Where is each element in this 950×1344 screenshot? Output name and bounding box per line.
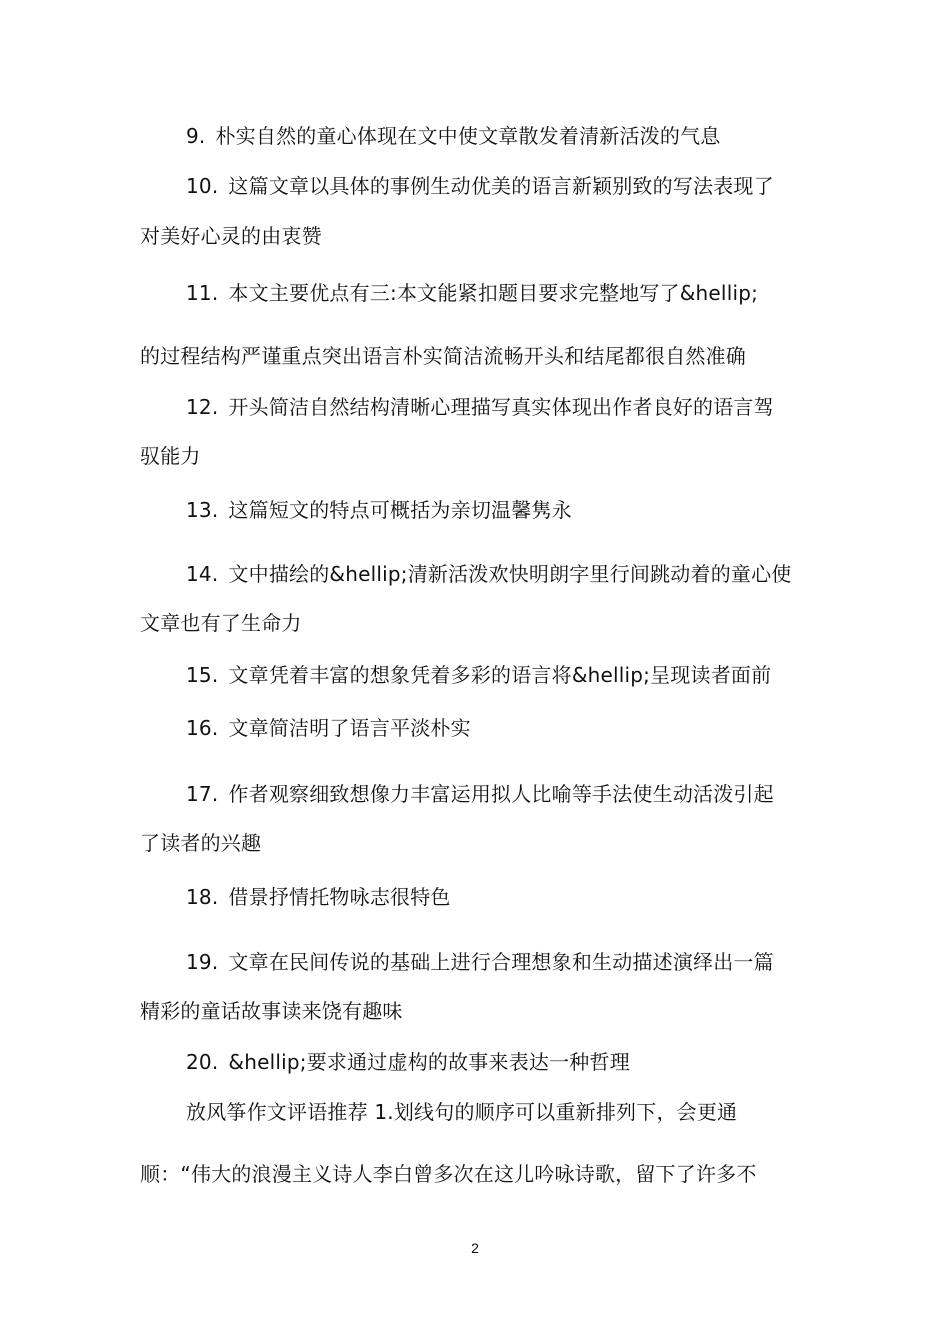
comment-item-13 (186, 496, 572, 524)
comment-item-14 (186, 560, 792, 588)
item-number: 20. (186, 1050, 219, 1074)
item-text: 借景抒情托物咏志很特色 (228, 885, 451, 909)
item-text: 开头简洁自然结构清晰心理描写真实体现出作者良好的语言驾 (228, 395, 774, 419)
comment-item-15 (186, 661, 771, 689)
item-number: 18. (186, 885, 219, 909)
comment-item-11 (186, 279, 758, 307)
comment-item-14-continuation: 文章也有了生命力 (140, 611, 302, 635)
comment-item-18 (186, 883, 451, 911)
closing-paragraph-line-2: 顺：“伟大的浪漫主义诗人李白曾多次在这儿吟咏诗歌，留下了许多不 (140, 1162, 757, 1186)
item-number: 10. (186, 174, 219, 198)
item-number: 14. (186, 562, 219, 586)
item-text: 朴实自然的童心体现在文中使文章散发着清新活泼的气息 (215, 124, 721, 148)
item-number: 9. (186, 124, 206, 148)
item-text: 这篇短文的特点可概括为亲切温馨隽永 (228, 498, 572, 522)
item-number: 15. (186, 663, 219, 687)
comment-item-9 (186, 122, 720, 150)
comment-item-19 (186, 948, 774, 976)
page-number: 2 (471, 1240, 479, 1256)
item-text: 文章简洁明了语言平淡朴实 (228, 716, 471, 740)
comment-item-11-continuation: 的过程结构严谨重点突出语言朴实简洁流畅开头和结尾都很自然准确 (140, 344, 746, 368)
item-number: 16. (186, 716, 219, 740)
comment-item-19-continuation: 精彩的童话故事读来饶有趣味 (140, 999, 403, 1023)
item-text: 这篇文章以具体的事例生动优美的语言新颖别致的写法表现了 (228, 174, 774, 198)
item-number: 19. (186, 950, 219, 974)
item-number: 13. (186, 498, 219, 522)
comment-item-12 (186, 393, 774, 421)
item-text: 文章在民间传说的基础上进行合理想象和生动描述演绎出一篇 (228, 950, 774, 974)
item-text: 文中描绘的&hellip;清新活泼欢快明朗字里行间跳动着的童心使 (228, 562, 792, 586)
comment-item-10-continuation: 对美好心灵的由衷赞 (140, 224, 322, 248)
item-number: 17. (186, 782, 219, 806)
item-number: 12. (186, 395, 219, 419)
item-text: 文章凭着丰富的想象凭着多彩的语言将&hellip;呈现读者面前 (228, 663, 772, 687)
comment-item-10 (186, 172, 774, 200)
comment-item-12-continuation: 驭能力 (140, 444, 201, 468)
closing-paragraph-line-1: 放风筝作文评语推荐 1.划线句的顺序可以重新排列下，会更通 (186, 1100, 738, 1124)
item-text: 作者观察细致想像力丰富运用拟人比喻等手法使生动活泼引起 (228, 782, 774, 806)
item-number: 11. (186, 281, 219, 305)
item-text: 本文主要优点有三:本文能紧扣题目要求完整地写了&hellip; (228, 281, 759, 305)
item-text: &hellip;要求通过虚构的故事来表达一种哲理 (228, 1050, 630, 1074)
comment-item-16 (186, 714, 471, 742)
comment-item-17-continuation: 了读者的兴趣 (140, 831, 262, 855)
comment-item-20 (186, 1048, 630, 1076)
comment-item-17 (186, 780, 774, 808)
